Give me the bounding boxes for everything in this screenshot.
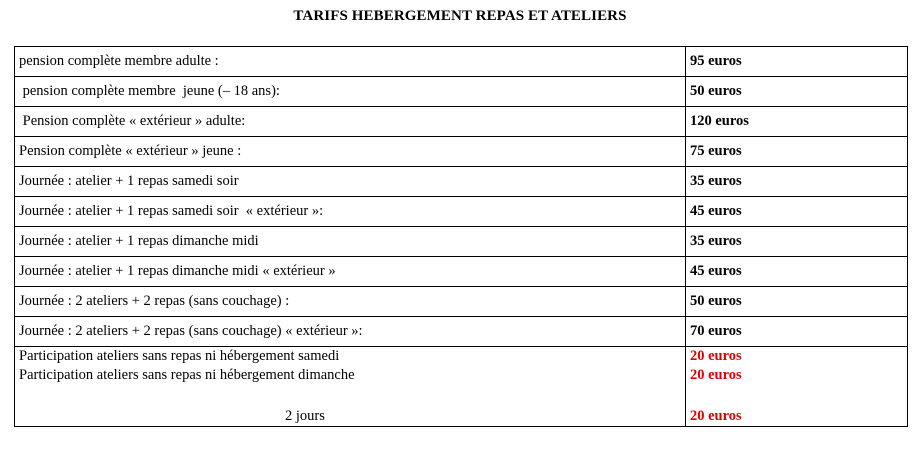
row-label: Journée : atelier + 1 repas dimanche midi « extérieur » [15,257,686,287]
table-row [15,47,908,77]
tarifs-table [14,46,908,427]
row-price: 35 euros [686,167,908,197]
participation-dimanche-label: Participation ateliers sans repas ni hébergement dimanche [19,367,355,383]
table-row [15,107,908,137]
row-label: pension complète membre adulte : [15,47,686,77]
spacer [690,385,903,407]
participation-dimanche-price: 20 euros [690,367,742,383]
table-row [15,197,908,227]
row-label: Journée : atelier + 1 repas dimanche midi [15,227,686,257]
participation-samedi-label: Participation ateliers sans repas ni hébergement samedi [19,348,340,364]
row-price: 45 euros [686,197,908,227]
row-price: 75 euros [686,137,908,167]
participation-prices [686,347,908,427]
row-label: Journée : atelier + 1 repas samedi soir « extérieur »: [15,197,686,227]
participation-row [15,347,908,427]
row-price: 120 euros [686,107,908,137]
participation-samedi-price: 20 euros [690,348,742,364]
table-row [15,77,908,107]
table-row [15,287,908,317]
row-price: 70 euros [686,317,908,347]
table-row [15,257,908,287]
row-price: 35 euros [686,227,908,257]
table-row [15,317,908,347]
spacer [19,385,681,407]
table-row [15,167,908,197]
row-label: Journée : 2 ateliers + 2 repas (sans couchage) : [15,287,686,317]
deux-jours-price: 20 euros [690,408,742,424]
row-label: pension complète membre jeune (– 18 ans): [15,77,686,107]
row-label: Journée : atelier + 1 repas samedi soir [15,167,686,197]
row-price: 50 euros [686,77,908,107]
row-label: Pension complète « extérieur » adulte: [15,107,686,137]
page-title: TARIFS HEBERGEMENT REPAS ET ATELIERS [293,8,627,24]
row-price: 45 euros [686,257,908,287]
row-price: 95 euros [686,47,908,77]
participation-labels [15,347,686,427]
row-price: 50 euros [686,287,908,317]
row-label: Pension complète « extérieur » jeune : [15,137,686,167]
row-label: Journée : 2 ateliers + 2 repas (sans couchage) « extérieur »: [15,317,686,347]
deux-jours-label: 2 jours [285,408,325,424]
table-row [15,227,908,257]
table-row [15,137,908,167]
